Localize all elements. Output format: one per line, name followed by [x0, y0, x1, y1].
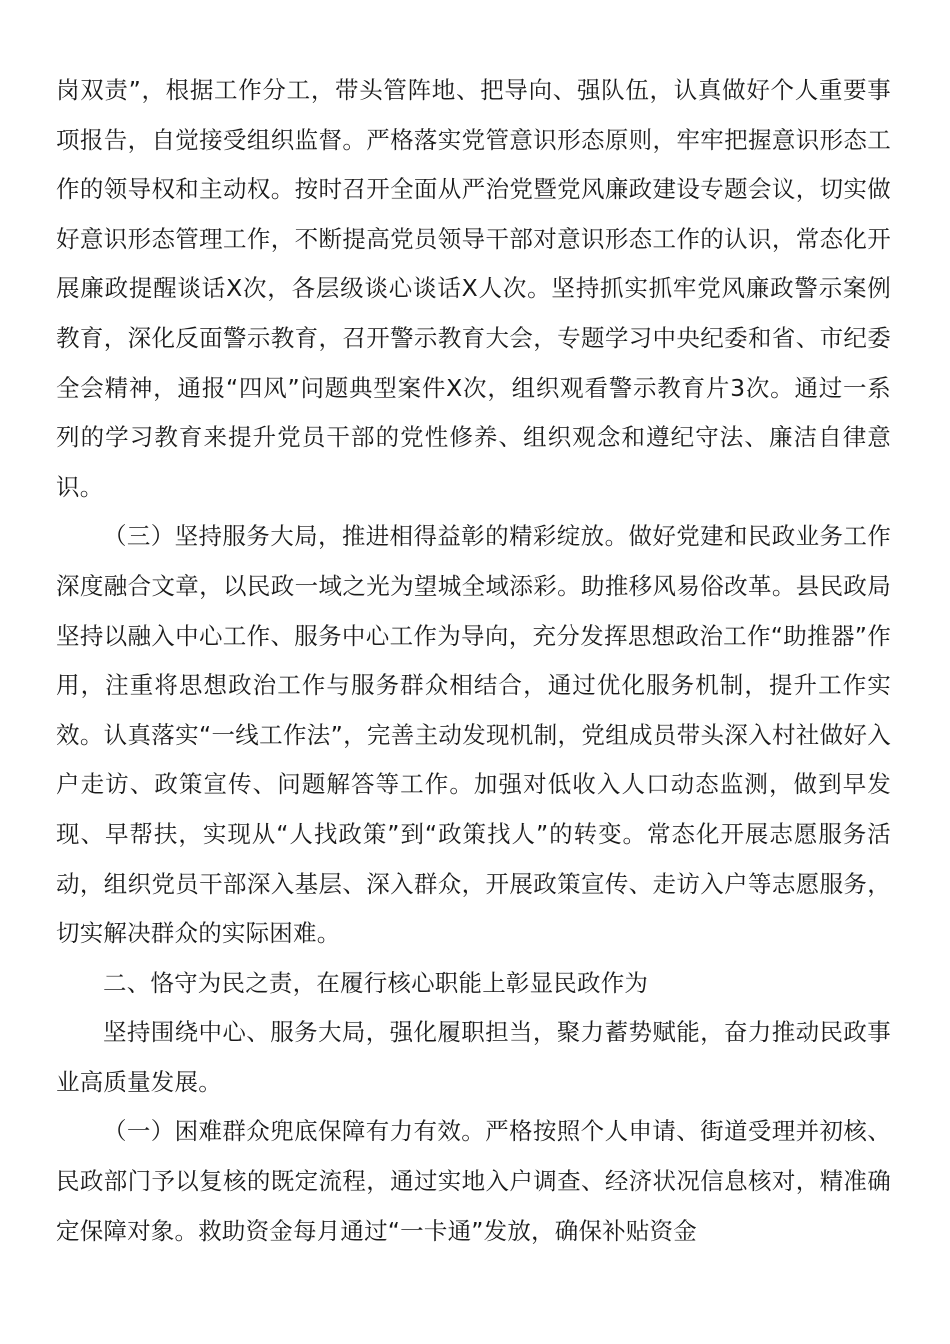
paragraph-section-three: （三）坚持服务大局，推进相得益彰的精彩绽放。做好党建和民政业务工作深度融合文章，以民政一域之光为望城全域添彩。助推移风易俗改革。县民政局坚持以融入中心工作、服务中心工作为导向，充分发挥思想政治工作“助推器”作用，注重将思想政治工作与服务群众相结合，通过优化服务机制，提升工作实效。认真落实“一线工作法”，完善主动发现机制，党组成员带头深入村社做好入户走访、政策宣传、问题解答等工作。加强对低收入人口动态监测，做到早发现、早帮扶，实现从“人找政策”到“政策找人”的转变。常态化开展志愿服务活动，组织党员干部深入基层、深入群众，开展政策宣传、走访入户等志愿服务，切实解决群众的实际困难。: [56, 522, 891, 948]
paragraph-subsection-one: （一）困难群众兜底保障有力有效。严格按照个人申请、街道受理并初核、民政部门予以复核的既定流程，通过实地入户调查、经济状况信息核对，精准确定保障对象。救助资金每月通过“一卡通”发放，确保补贴资金: [56, 1117, 891, 1245]
section-heading-two: 二、恪守为民之责，在履行核心职能上彰显民政作为: [103, 968, 649, 997]
paragraph-continuation: 岗双责”，根据工作分工，带头管阵地、把导向、强队伍，认真做好个人重要事项报告，自觉接受组织监督。严格落实党管意识形态原则，牢牢把握意识形态工作的领导权和主动权。按时召开全面从严治党暨党风廉政建设专题会议，切实做好意识形态管理工作，不断提高党员领导干部对意识形态工作的认识，常态化开展廉政提醒谈话X次，各层级谈心谈话X人次。坚持抓实抓牢党风廉政警示案例教育，深化反面警示教育，召开警示教育大会，专题学习中央纪委和省、市纪委全会精神，通报“四风”问题典型案件X次，组织观看警示教育片3次。通过一系列的学习教育来提升党员干部的党性修养、组织观念和遵纪守法、廉洁自律意识。: [56, 76, 891, 501]
paragraph-section-intro: 坚持围绕中心、服务大局，强化履职担当，聚力蓄势赋能，奋力推动民政事业高质量发展。: [56, 1018, 891, 1096]
document-page: [56, 66, 891, 1256]
